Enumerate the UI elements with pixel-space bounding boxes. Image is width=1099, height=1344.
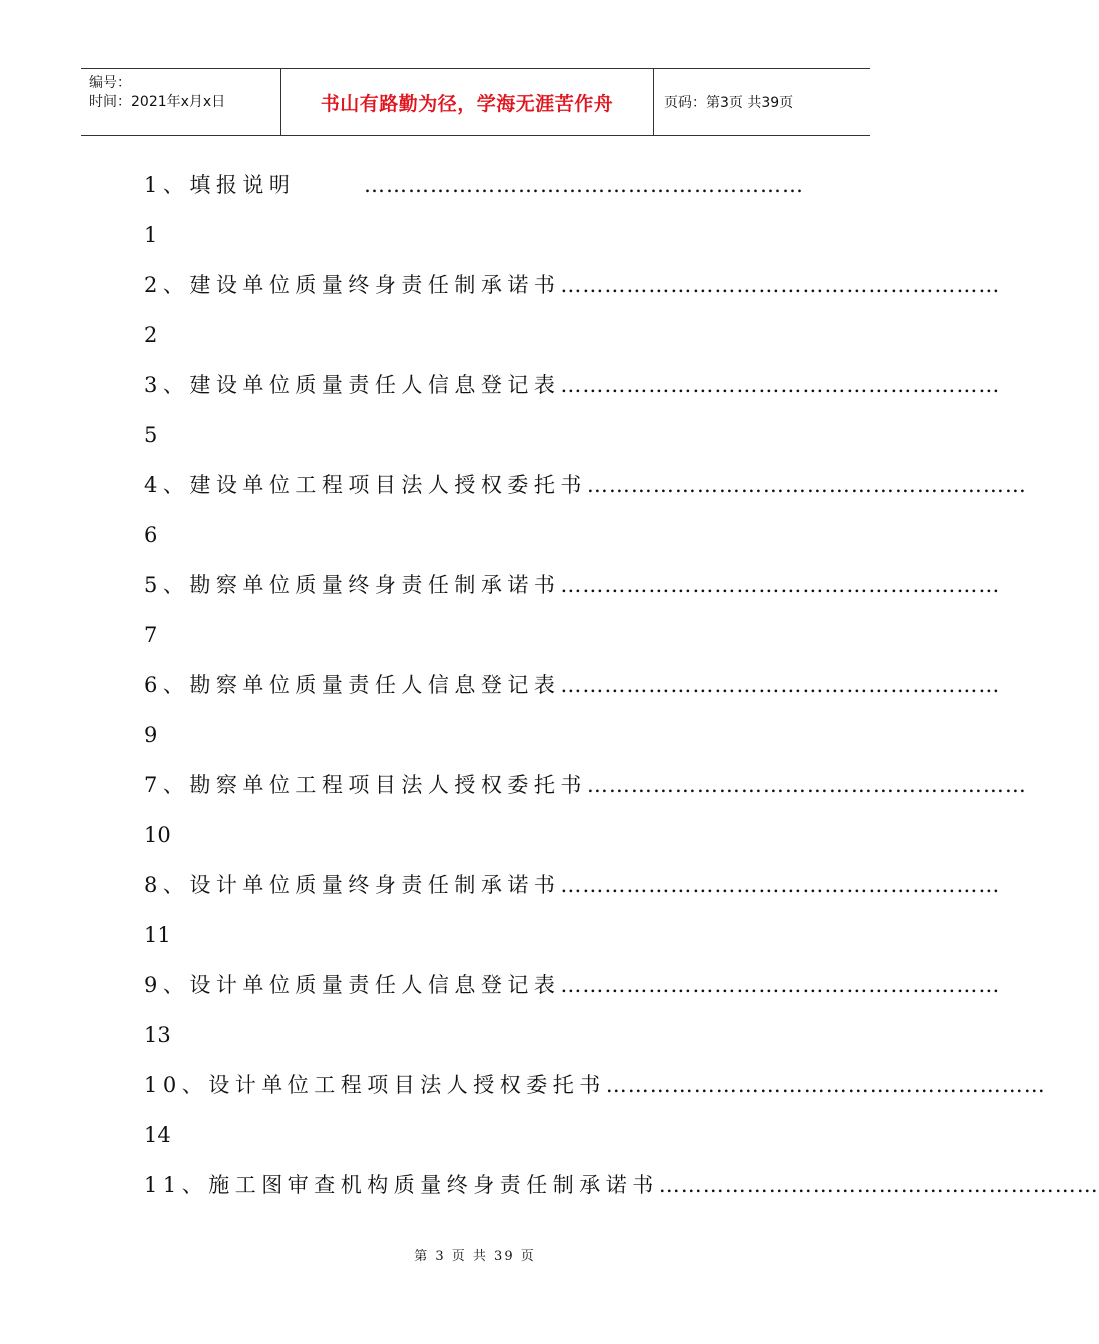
toc-entry (144, 965, 1001, 1015)
page-header (81, 68, 870, 136)
toc-entry (144, 465, 1027, 515)
header-motto: 书山有路勤为径，学海无涯苦作舟 (320, 92, 614, 115)
header-motto-cell (281, 69, 654, 135)
toc-dot-leader: …………………………………………………… (560, 873, 1001, 897)
toc-entry (144, 865, 1001, 915)
toc-entry (144, 365, 1001, 415)
toc-dot-leader: …………………………………………………… (605, 1073, 1046, 1097)
toc-entry (144, 165, 804, 215)
toc-entry (144, 1165, 1099, 1215)
toc-page-number: 7 (144, 623, 158, 647)
toc-dot-leader: …………………………………………………… (586, 473, 1027, 497)
toc-dot-leader: …………………………………………………… (560, 573, 1001, 597)
toc-page-number: 9 (144, 723, 158, 747)
toc-entry-title: 10、设计单位工程项目法人授权委托书 (144, 1073, 606, 1097)
toc-page-number: 6 (144, 523, 158, 547)
toc-dot-leader: …………………………………………………… (364, 173, 804, 197)
toc-entry (144, 765, 1027, 815)
toc-page-number: 5 (144, 423, 158, 447)
table-of-contents (144, 165, 1099, 1215)
toc-entry-title: 2、建设单位质量终身责任制承诺书 (144, 273, 561, 297)
toc-page-number: 2 (144, 323, 158, 347)
document-date-label: 时间：2021年x月x日 (89, 94, 226, 110)
toc-page-number: 11 (144, 923, 171, 947)
toc-dot-leader: …………………………………………………… (560, 673, 1001, 697)
toc-entry-title: 1、填报说明 (144, 173, 296, 197)
toc-dot-leader: …………………………………………………… (658, 1173, 1099, 1197)
toc-page-number: 14 (144, 1123, 171, 1147)
toc-dot-leader: …………………………………………………… (560, 373, 1001, 397)
toc-dot-leader: …………………………………………………… (560, 273, 1001, 297)
document-number-label: 编号： (89, 75, 131, 91)
toc-entry (144, 665, 1001, 715)
toc-entry-title: 7、勘察单位工程项目法人授权委托书 (144, 773, 587, 797)
toc-entry-title: 6、勘察单位质量责任人信息登记表 (144, 673, 561, 697)
toc-entry (144, 1065, 1046, 1115)
toc-entry-title: 11、施工图审查机构质量终身责任制承诺书 (144, 1173, 659, 1197)
toc-entry-title: 3、建设单位质量责任人信息登记表 (144, 373, 561, 397)
toc-entry-title: 8、设计单位质量终身责任制承诺书 (144, 873, 561, 897)
toc-entry (144, 565, 1001, 615)
toc-entry-title: 4、建设单位工程项目法人授权委托书 (144, 473, 587, 497)
page-footer: 第 3 页 共 39 页 (414, 1249, 536, 1264)
toc-entry (144, 265, 1001, 315)
header-meta-cell (81, 69, 281, 135)
header-page-info: 页码：第3页 共39页 (664, 95, 794, 111)
toc-page-number: 13 (144, 1023, 171, 1047)
toc-page-number: 1 (144, 223, 158, 247)
toc-dot-leader: …………………………………………………… (560, 973, 1001, 997)
toc-dot-leader: …………………………………………………… (586, 773, 1027, 797)
toc-entry-title: 5、勘察单位质量终身责任制承诺书 (144, 573, 561, 597)
toc-page-number: 10 (144, 823, 171, 847)
toc-entry-title: 9、设计单位质量责任人信息登记表 (144, 973, 561, 997)
